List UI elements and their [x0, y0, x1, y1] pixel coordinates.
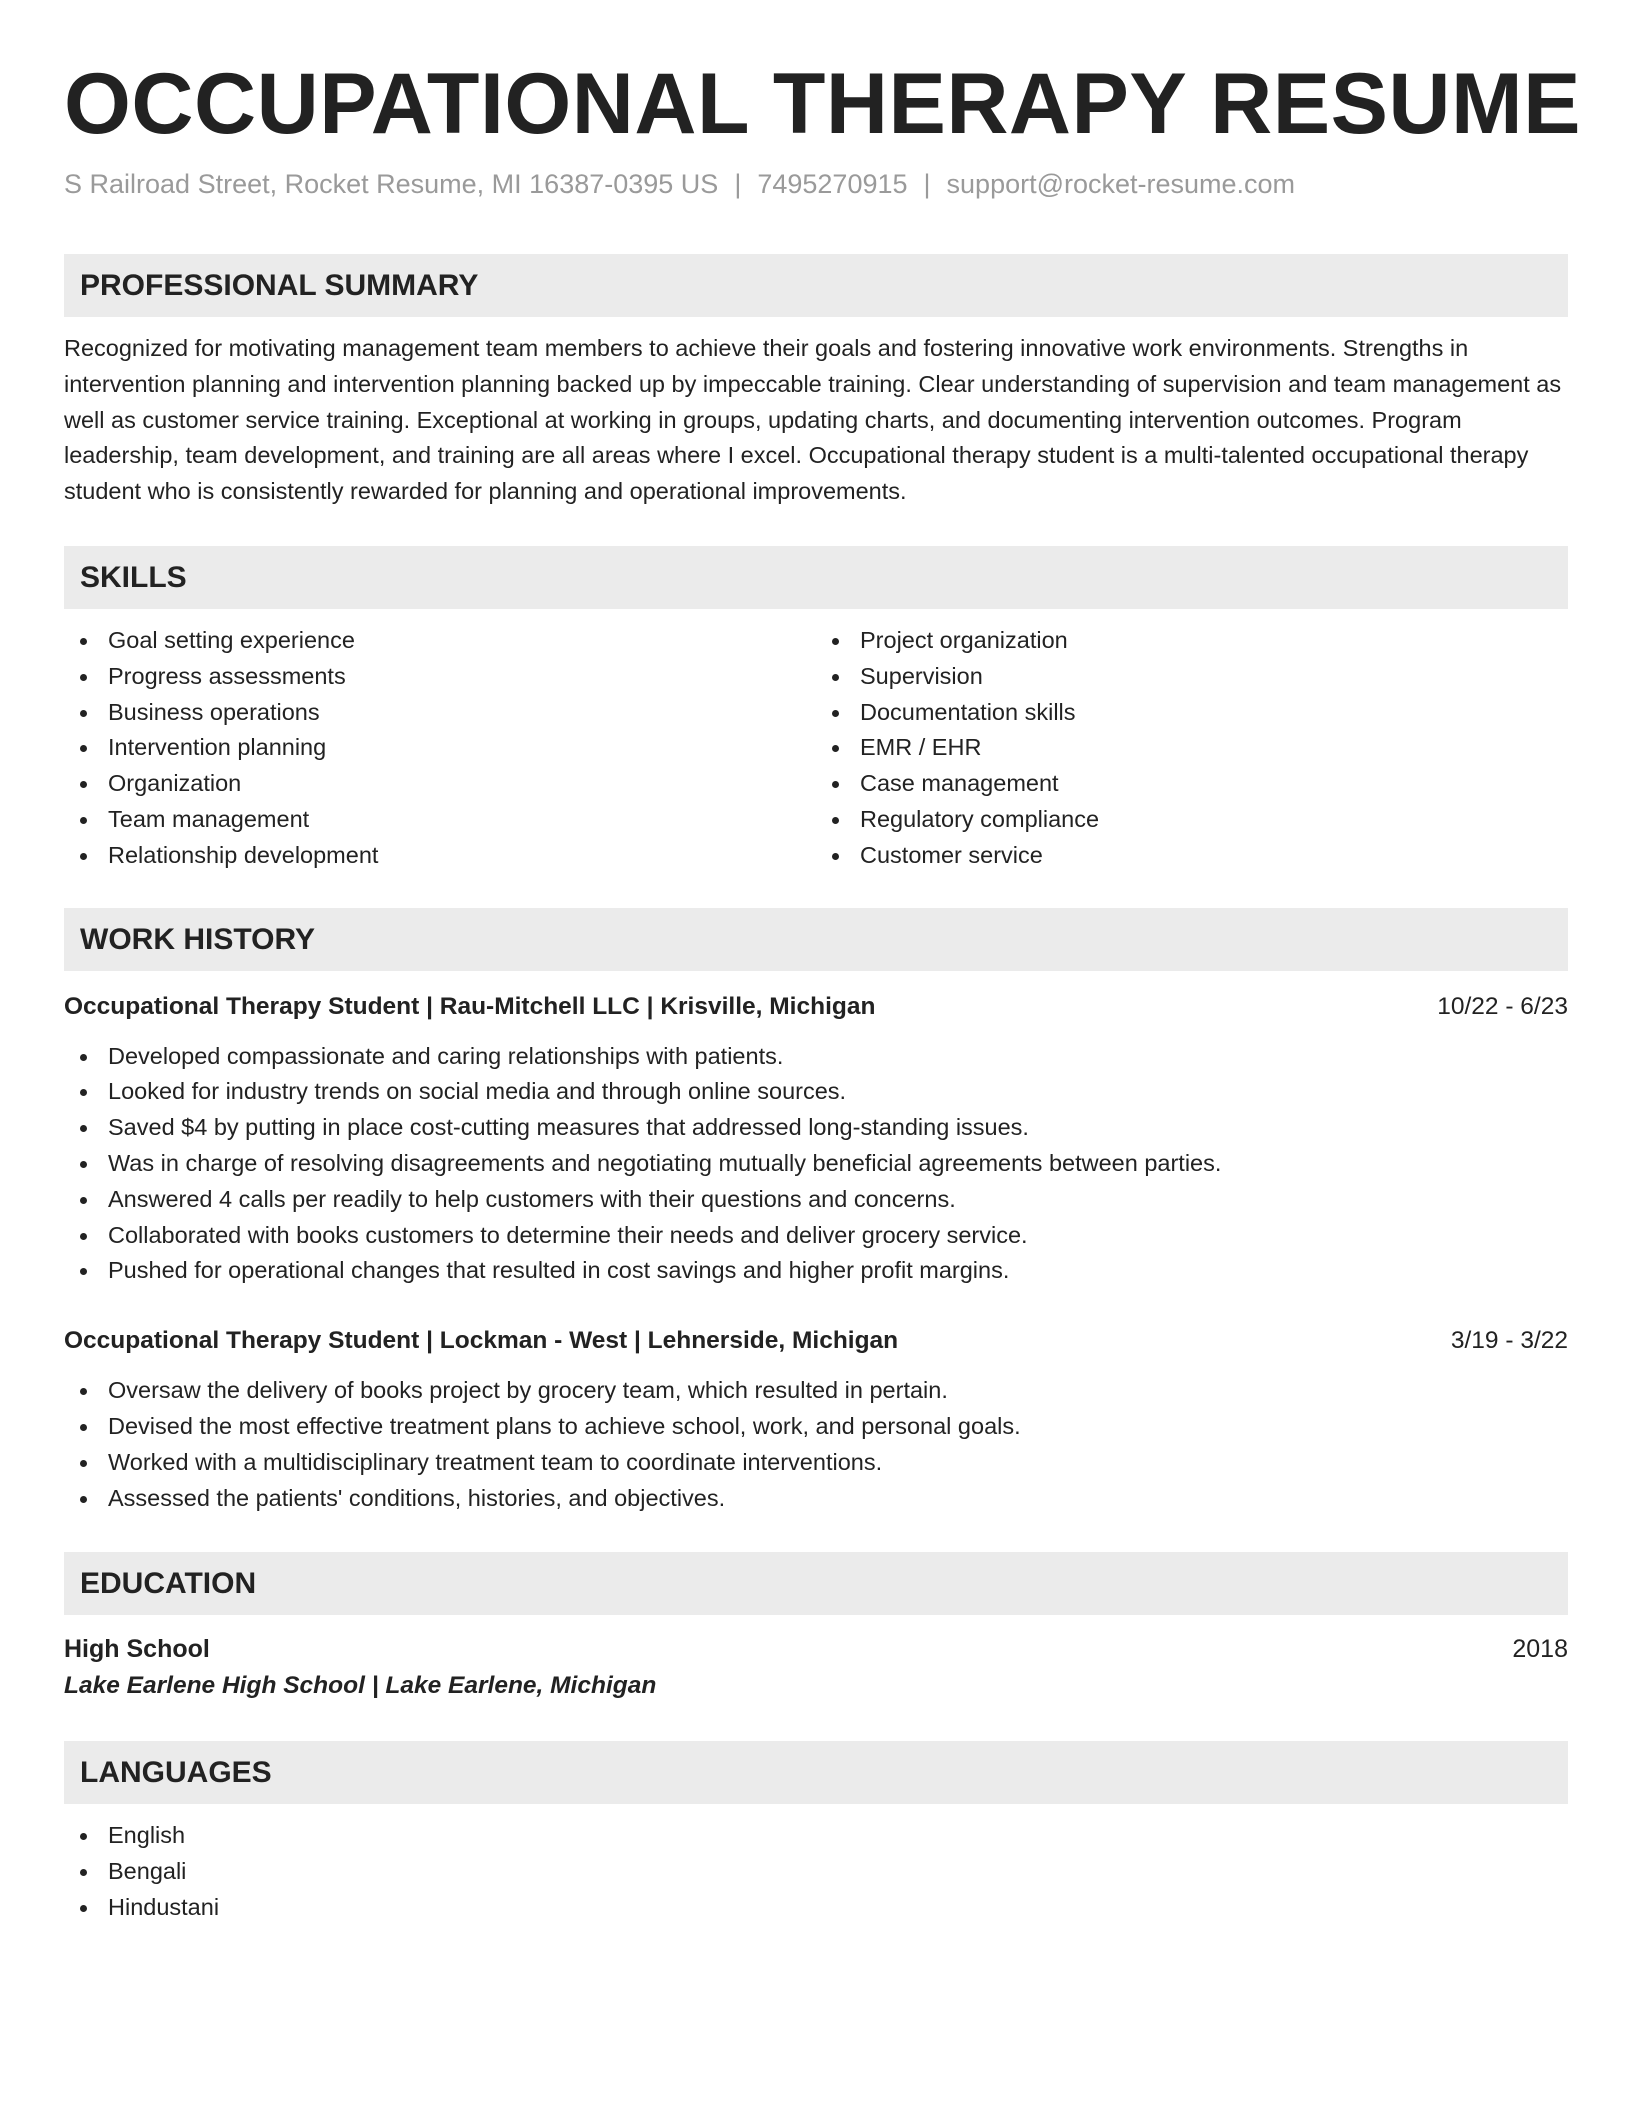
- professional-summary-section: [64, 254, 1568, 510]
- languages-section: [64, 1741, 1568, 1925]
- section-heading: LANGUAGES: [64, 1741, 1568, 1804]
- section-heading: PROFESSIONAL SUMMARY: [64, 254, 1568, 317]
- job-bullet: Devised the most effective treatment plans to achieve school, work, and personal goals.: [64, 1409, 1568, 1445]
- job-bullet: Answered 4 calls per readily to help customers with their questions and concerns.: [64, 1182, 1568, 1218]
- job-title: Occupational Therapy Student | Rau-Mitchell LLC | Krisville, Michigan: [64, 992, 876, 1020]
- job-entry: [64, 1323, 1568, 1516]
- skill-item: Business operations: [64, 695, 816, 731]
- section-heading: WORK HISTORY: [64, 908, 1568, 971]
- section-heading: SKILLS: [64, 546, 1568, 609]
- skills-left-column: [64, 623, 816, 874]
- summary-text: Recognized for motivating management team members to achieve their goals and fostering innovative work environments. Strengths in intervention planning and intervention planning backed up by impeccable training. Clear understanding of supervision and team management as well as customer service training. Exceptional at working in groups, updating charts, and documenting intervention outcomes. Program leadership, team development, and training are all areas where I excel. Occupational therapy student is a multi-talented occupational therapy student who is consistently rewarded for planning and operational improvements.: [64, 335, 1562, 505]
- skills-section: [64, 546, 1568, 874]
- contact-line: [64, 164, 1568, 204]
- skill-item: Relationship development: [64, 838, 816, 874]
- skill-item: Project organization: [816, 623, 1568, 659]
- contact-separator: |: [923, 169, 931, 199]
- job-bullets: [64, 1373, 1568, 1516]
- contact-phone: 7495270915: [757, 169, 908, 199]
- education-header: [64, 1631, 1568, 1667]
- job-dates: 10/22 - 6/23: [1437, 992, 1568, 1020]
- skill-item: Documentation skills: [816, 695, 1568, 731]
- skills-right-column: [816, 623, 1568, 874]
- job-entry: [64, 989, 1568, 1290]
- job-bullet: Collaborated with books customers to determine their needs and deliver grocery service.: [64, 1218, 1568, 1254]
- skill-item: Customer service: [816, 838, 1568, 874]
- language-item: Hindustani: [64, 1890, 1568, 1926]
- job-bullet: Oversaw the delivery of books project by grocery team, which resulted in pertain.: [64, 1373, 1568, 1409]
- job-bullet: Looked for industry trends on social media and through online sources.: [64, 1074, 1568, 1110]
- language-item: English: [64, 1818, 1568, 1854]
- skill-item: Organization: [64, 766, 816, 802]
- work-history-section: [64, 908, 1568, 1517]
- contact-email: support@rocket-resume.com: [946, 169, 1296, 199]
- job-bullet: Was in charge of resolving disagreements and negotiating mutually beneficial agreements between parties.: [64, 1146, 1568, 1182]
- skill-item: Intervention planning: [64, 730, 816, 766]
- skill-item: Goal setting experience: [64, 623, 816, 659]
- contact-separator: |: [734, 169, 742, 199]
- skill-item: EMR / EHR: [816, 730, 1568, 766]
- language-item: Bengali: [64, 1854, 1568, 1890]
- skill-item: Team management: [64, 802, 816, 838]
- skill-item: Case management: [816, 766, 1568, 802]
- job-bullet: Worked with a multidisciplinary treatment team to coordinate interventions.: [64, 1445, 1568, 1481]
- job-header: [64, 989, 1568, 1025]
- job-bullet: Developed compassionate and caring relationships with patients.: [64, 1039, 1568, 1075]
- language-list: [64, 1818, 1568, 1925]
- job-title: Occupational Therapy Student | Lockman - West | Lehnerside, Michigan: [64, 1327, 899, 1355]
- skill-item: Regulatory compliance: [816, 802, 1568, 838]
- education-section: [64, 1552, 1568, 1705]
- job-bullet: Pushed for operational changes that resulted in cost savings and higher profit margins.: [64, 1253, 1568, 1289]
- job-header: [64, 1323, 1568, 1359]
- education-year: 2018: [1512, 1635, 1568, 1664]
- job-dates: 3/19 - 3/22: [1450, 1327, 1568, 1355]
- education-school: Lake Earlene High School | Lake Earlene, Michigan: [64, 1672, 657, 1700]
- section-heading: EDUCATION: [64, 1552, 1568, 1615]
- skill-item: Supervision: [816, 659, 1568, 695]
- job-bullet: Assessed the patients' conditions, histories, and objectives.: [64, 1481, 1568, 1517]
- contact-address: S Railroad Street, Rocket Resume, MI 16387-0395 US: [64, 169, 719, 199]
- skills-columns: [64, 623, 1568, 874]
- education-degree: High School: [64, 1635, 210, 1664]
- resume-title: OCCUPATIONAL THERAPY RESUME: [64, 56, 1582, 152]
- job-bullets: [64, 1039, 1568, 1290]
- skill-item: Progress assessments: [64, 659, 816, 695]
- job-bullet: Saved $4 by putting in place cost-cutting measures that addressed long-standing issues.: [64, 1110, 1568, 1146]
